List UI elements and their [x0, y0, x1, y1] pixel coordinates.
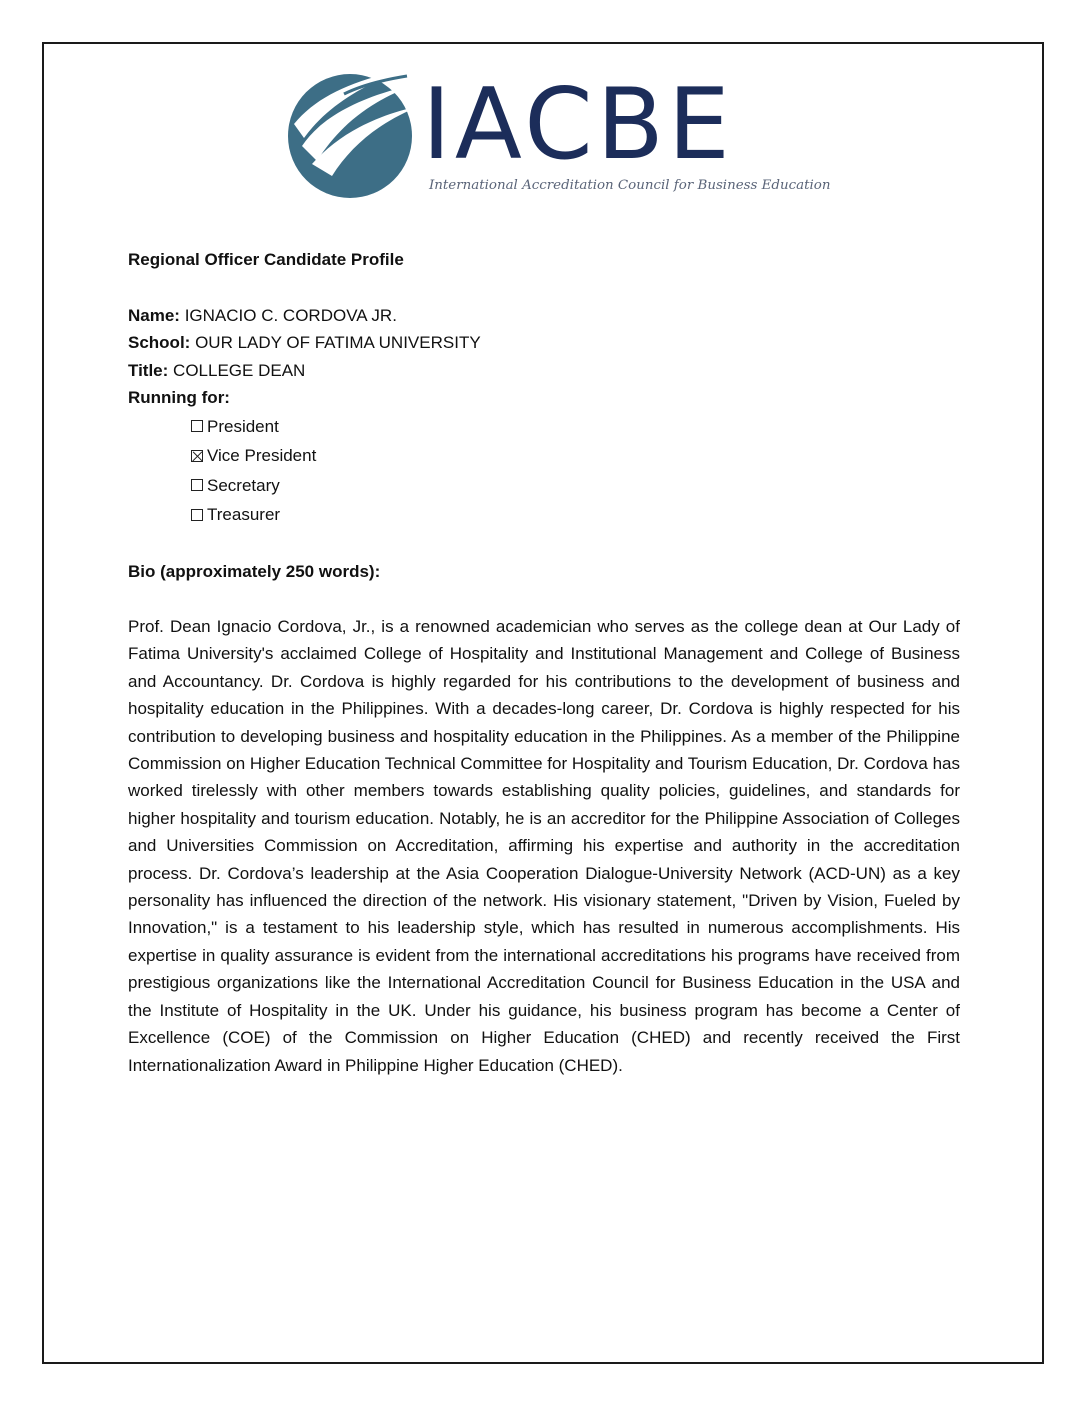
- title-label: Title:: [128, 360, 169, 380]
- name-field: [128, 302, 960, 330]
- checkbox-vice-president[interactable]: [191, 450, 203, 462]
- school-value: OUR LADY OF FATIMA UNIVERSITY: [195, 333, 481, 352]
- title-field: [128, 357, 960, 385]
- option-label: Treasurer: [207, 505, 281, 524]
- checkbox-secretary[interactable]: [191, 479, 203, 491]
- logo-tagline: International Accreditation Council for Business Education: [429, 178, 831, 193]
- name-value: IGNACIO C. CORDOVA JR.: [184, 305, 397, 325]
- option-treasurer[interactable]: [191, 500, 960, 530]
- profile-heading: Regional Officer Candidate Profile: [128, 250, 404, 269]
- option-secretary[interactable]: [191, 471, 960, 501]
- running-for-label: Running for:: [128, 388, 230, 407]
- option-president[interactable]: [191, 412, 960, 442]
- iacbe-emblem-icon: [282, 66, 422, 200]
- running-for-field: [128, 384, 960, 412]
- school-label: School:: [128, 333, 191, 352]
- bio-heading: Bio (approximately 250 words):: [128, 561, 381, 581]
- logo-wordmark: IACBE: [422, 68, 734, 182]
- checkbox-treasurer[interactable]: [191, 509, 203, 521]
- iacbe-logo: [282, 66, 831, 200]
- option-vice-president[interactable]: [191, 441, 960, 471]
- school-field: [128, 329, 960, 357]
- bio-text: Prof. Dean Ignacio Cordova, Jr., is a renowned academician who serves as the college dean at Our Lady of Fatima University's acclaimed College of Hospitality and Institutional Management and College of Business and Accountancy. Dr. Cordova is highly regarded for his contributions to the development of business and hospitality education in the Philippines. With a decades-long career, Dr. Cordova is highly respected for his contribution to developing business and hospitality education in the Philippines. As a member of the Philippine Commission on Higher Education Technical Committee for Hospitality and Tourism Education, Dr. Cordova has worked tirelessly with other members towards establishing quality policies, guidelines, and standards for higher hospitality and tourism education. Notably, he is an accreditor for the Philippine Association of Colleges and Universities Commission on Accreditation, affirming his expertise and authority in the accreditation process. Dr. Cordova’s leadership at the Asia Cooperation Dialogue-University Network (ACD-UN) as a key personality has influenced the direction of the network. His visionary statement, "Driven by Vision, Fueled by Innovation," is a testament to his leadership style, which has resulted in numerous accomplishments. His expertise in quality assurance is evident from the international accreditations his programs have received from prestigious organizations like the International Accreditation Council for Business Education in the USA and the Institute of Hospitality in the UK. Under his guidance, his business program has become a Center of Excellence (COE) of the Commission on Higher Education (CHED) and recently received the First Internationalization Award in Philippine Higher Education (CHED).: [128, 617, 960, 1075]
- title-value: COLLEGE DEAN: [173, 360, 306, 380]
- option-label: Secretary: [207, 475, 280, 495]
- option-label: Vice President: [207, 446, 317, 465]
- profile-content: [128, 246, 960, 1079]
- name-label: Name:: [128, 305, 180, 325]
- checkbox-president[interactable]: [191, 420, 203, 432]
- position-options: [191, 412, 960, 530]
- option-label: President: [207, 416, 279, 436]
